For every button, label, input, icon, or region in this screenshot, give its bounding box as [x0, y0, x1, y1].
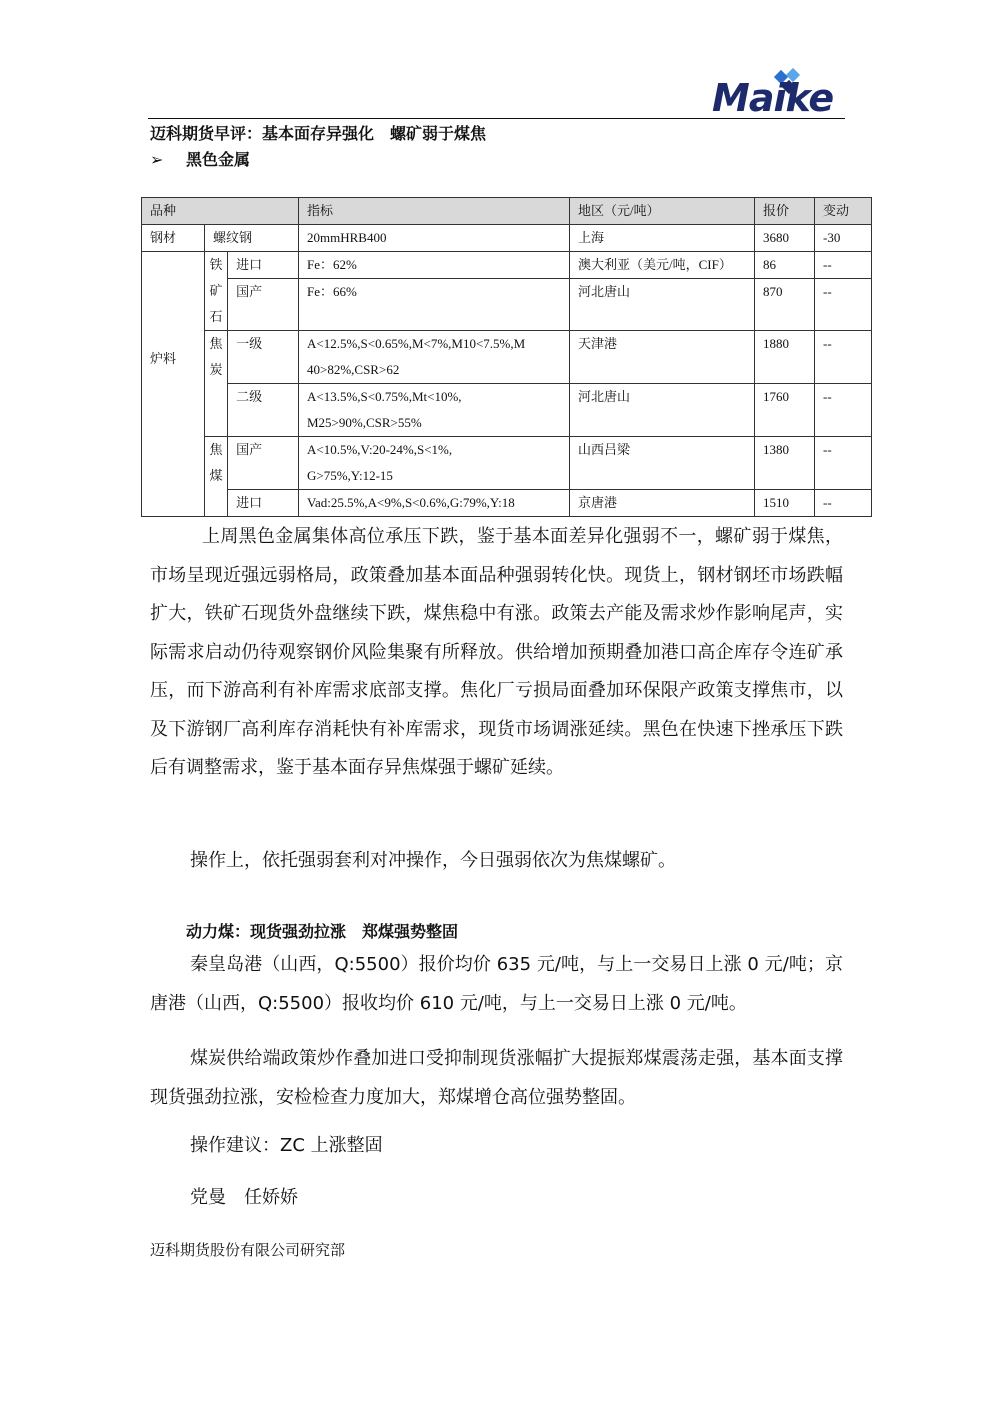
market-commentary: 上周黑色金属集体高位承压下跌，鉴于基本面差异化强弱不一，螺矿弱于煤焦，市场呈现近强远弱格局，政策叠加基本面品种强弱转化快。现货上，钢材钢坯市场跌幅扩大，铁矿石现货外盘继续下跌，煤焦稳中有涨。政策去产能及需求炒作影响尾声，实际需求启动仍待观察钢价风险集聚有所释放。供给增加预期叠加港口高企库存令连矿承压，而下游高利有补库需求底部支撑。焦化厂亏损局面叠加环保限产政策支撑焦市，以及下游钢厂高利库存消耗快有补库需求，现货市场调涨延续。黑色在快速下挫承压下跌后有调整需求，鉴于基本面存异焦煤强于螺矿延续。: [150, 526, 843, 778]
cell-indicator: A<10.5%,V:20-24%,S<1%, G>75%,Y:12-15: [299, 437, 570, 490]
cell-indicator: Fe：62%: [299, 252, 570, 279]
coal-price-paragraph: 秦皇岛港（山西，Q:5500）报价均价 635 元/吨，与上一交易日上涨 0 元/吨；京唐港（山西，Q:5500）报收均价 610 元/吨，与上一交易日上涨 0 元/吨。: [150, 954, 843, 1014]
table-header-row: [142, 198, 872, 225]
cell-change: --: [815, 252, 872, 279]
cell-sub: 国产: [228, 279, 299, 331]
table-row: [142, 490, 872, 517]
coal-analysis-paragraph: 煤炭供给端政策炒作叠加进口受抑制现货涨幅扩大提振郑煤震荡走强，基本面支撑现货强劲拉涨，安检检查力度加大，郑煤增仓高位强势整固。: [150, 1048, 843, 1108]
cell-sub: 二级: [228, 384, 299, 437]
price-table: [141, 197, 872, 517]
cell-region: 河北唐山: [570, 384, 755, 437]
cell-region: 澳大利亚（美元/吨，CIF）: [570, 252, 755, 279]
cell-group: 炉料: [142, 252, 205, 517]
cell-indicator: A<12.5%,S<0.65%,M<7%,M10<7.5%,M 40>82%,CSR>62: [299, 331, 570, 384]
header-region: 地区（元/吨）: [570, 198, 755, 225]
cell-change: --: [815, 437, 872, 490]
cell-sub: 一级: [228, 331, 299, 384]
section-label: 黑色金属: [186, 150, 251, 169]
cell-change: --: [815, 331, 872, 384]
cell-indicator: 20mmHRB400: [299, 225, 570, 252]
authors: 党曼 任娇娇: [190, 1187, 298, 1208]
bullet-arrow-icon: ➢: [150, 150, 164, 169]
cell-change: --: [815, 384, 872, 437]
cell-group: 钢材: [142, 225, 205, 252]
table-row: [142, 437, 872, 490]
header-divider: [148, 118, 845, 119]
header-change: 变动: [815, 198, 872, 225]
cell-sub: 进口: [228, 252, 299, 279]
cell-indicator: Fe：66%: [299, 279, 570, 331]
header-price: 报价: [755, 198, 815, 225]
section-heading: [150, 149, 250, 171]
logo-text: Maike: [712, 76, 834, 120]
cell-variety: 螺纹钢: [205, 225, 299, 252]
cell-indicator: A<13.5%,S<0.75%,Mt<10%, M25>90%,CSR>55%: [299, 384, 570, 437]
operation-note: 操作上，依托强弱套利对冲操作，今日强弱依次为焦煤螺矿。: [190, 850, 676, 871]
cell-change: --: [815, 279, 872, 331]
cell-price: 870: [755, 279, 815, 331]
cell-price: 86: [755, 252, 815, 279]
maike-logo: [712, 68, 846, 120]
footer-org: 迈科期货股份有限公司研究部: [150, 1241, 346, 1259]
cell-sub: 进口: [228, 490, 299, 517]
cell-price: 1380: [755, 437, 815, 490]
operation-suggestion: 操作建议：ZC 上涨整固: [190, 1135, 383, 1156]
cell-variety-coking-coal: 焦 煤: [205, 437, 228, 517]
table-row: [142, 252, 872, 279]
cell-price: 1880: [755, 331, 815, 384]
table-row: [142, 225, 872, 252]
cell-region: 京唐港: [570, 490, 755, 517]
cell-change: -30: [815, 225, 872, 252]
cell-price: 1510: [755, 490, 815, 517]
cell-price: 3680: [755, 225, 815, 252]
cell-variety-coke: 焦 炭: [205, 331, 228, 437]
cell-region: 上海: [570, 225, 755, 252]
header-indicator: 指标: [299, 198, 570, 225]
cell-region: 山西吕梁: [570, 437, 755, 490]
cell-sub: 国产: [228, 437, 299, 490]
coal-heading: 动力煤：现货强劲拉涨 郑煤强势整固: [186, 922, 459, 941]
header-variety: 品种: [142, 198, 299, 225]
cell-price: 1760: [755, 384, 815, 437]
table-row: [142, 279, 872, 331]
cell-change: --: [815, 490, 872, 517]
report-title: 迈科期货早评：基本面存异强化 螺矿弱于煤焦: [150, 124, 487, 143]
cell-region: 天津港: [570, 331, 755, 384]
table-row: [142, 384, 872, 437]
table-row: [142, 331, 872, 384]
cell-region: 河北唐山: [570, 279, 755, 331]
cell-variety-iron-ore: 铁 矿 石: [205, 252, 228, 331]
cell-indicator: Vad:25.5%,A<9%,S<0.6%,G:79%,Y:18: [299, 490, 570, 517]
